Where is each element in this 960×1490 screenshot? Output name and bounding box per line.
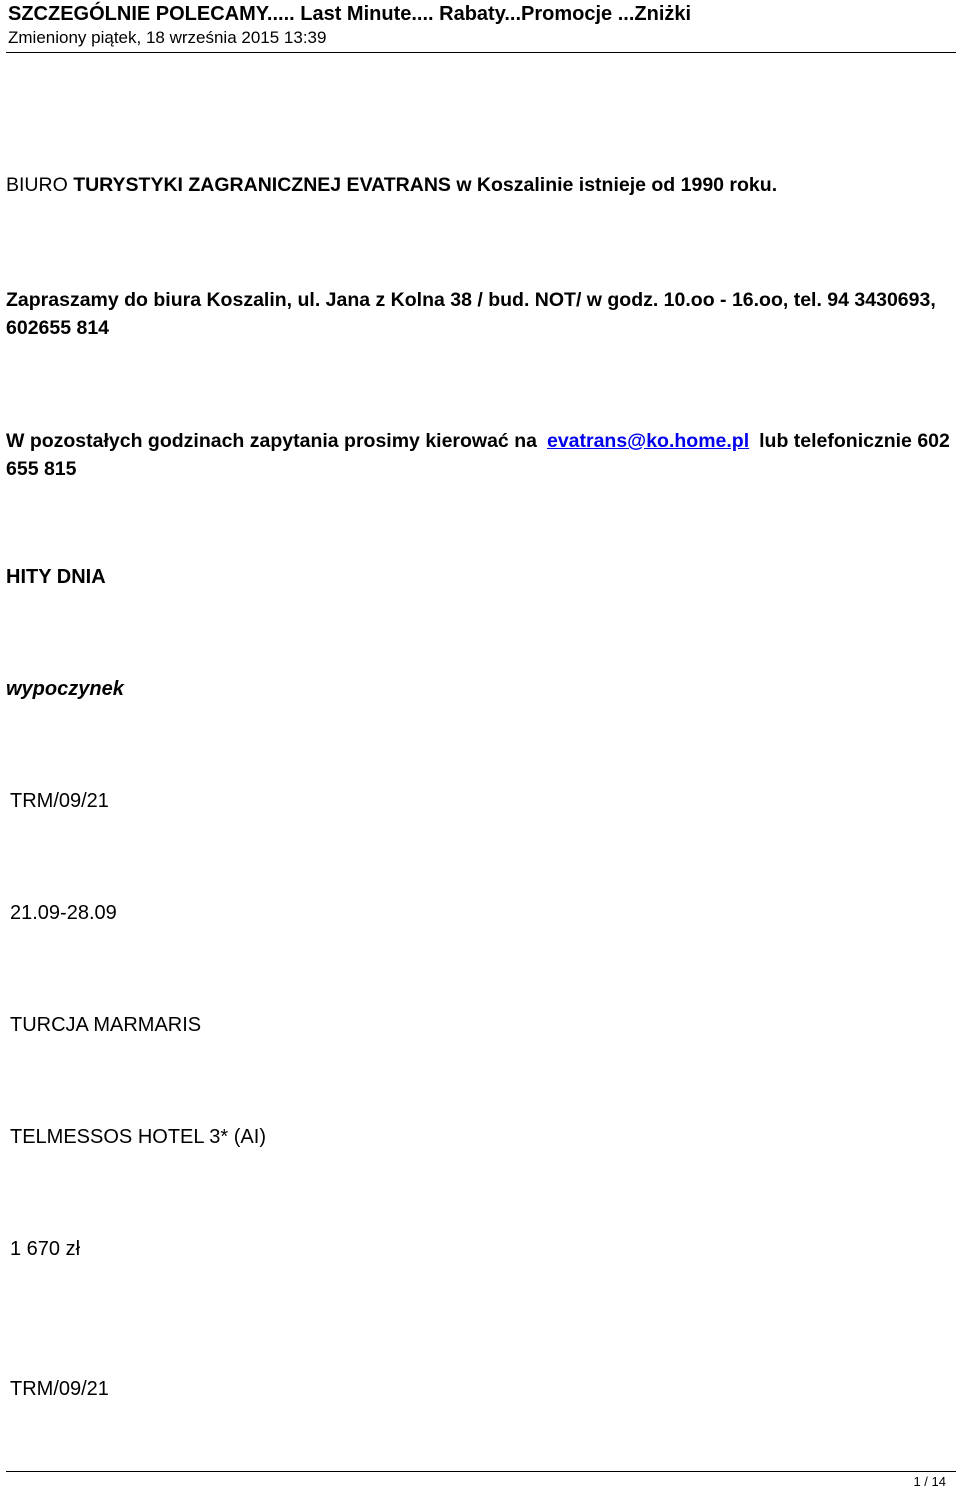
header-divider (6, 52, 956, 53)
intro-text-part2: TURYSTYKI ZAGRANICZNEJ EVATRANS w Koszalinie istnieje od 1990 roku. (73, 174, 778, 196)
offer-price: 1 670 zł (10, 1238, 81, 1260)
page-number: 1 / 14 (913, 1474, 946, 1489)
offer-dates: 21.09-28.09 (10, 902, 117, 924)
category-label: wypoczynek (6, 678, 124, 700)
section-title: HITY DNIA (6, 566, 106, 588)
offer-code-next: TRM/09/21 (10, 1378, 109, 1400)
email-link[interactable]: evatrans@ko.home.pl (546, 430, 750, 452)
address-paragraph: Zapraszamy do biura Koszalin, ul. Jana z Kolna 38 / bud. NOT/ w godz. 10.oo - 16.oo, tel. 94 3430693, 602655 814 (6, 289, 936, 339)
intro-paragraph (6, 174, 777, 197)
contact-paragraph (6, 427, 956, 483)
offer-code: TRM/09/21 (10, 790, 109, 812)
page-title: SZCZEGÓLNIE POLECAMY..... Last Minute.... Rabaty...Promocje ...Zniżki (8, 3, 692, 25)
offer-hotel: TELMESSOS HOTEL 3* (AI) (10, 1126, 266, 1148)
offer-destination: TURCJA MARMARIS (10, 1014, 202, 1036)
modified-date: Zmieniony piątek, 18 września 2015 13:39 (8, 28, 327, 47)
intro-text-part1: BIURO (6, 174, 74, 196)
contact-text-before: W pozostałych godzinach zapytania prosimy kierować na (6, 430, 537, 452)
contact-text-after: lub telefonicznie 602 655 815 (6, 430, 950, 480)
footer-divider (6, 1471, 956, 1472)
